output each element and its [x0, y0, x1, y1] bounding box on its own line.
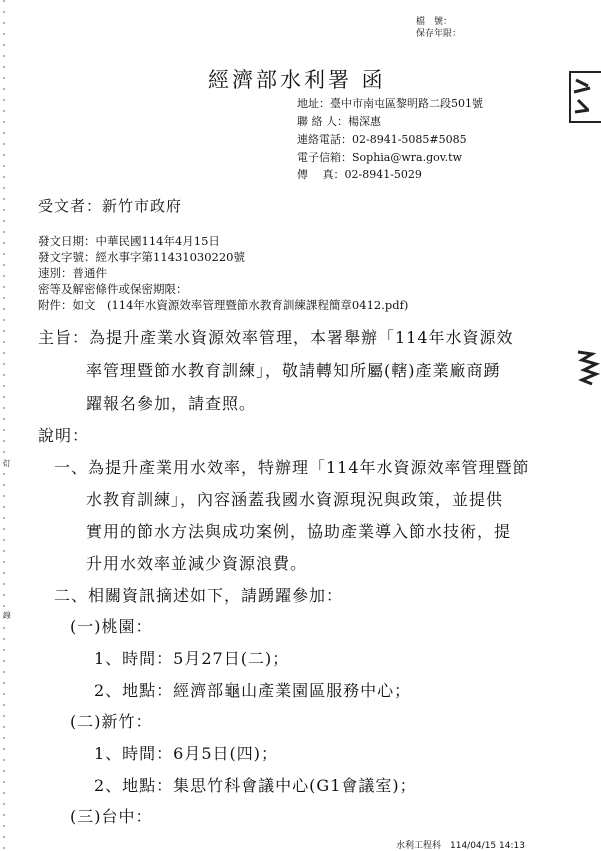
item-1-line-4: 升用水效率並減少資源浪費。 [86, 554, 308, 573]
subject-line-1: 主旨：為提升產業水資源效率管理，本署舉辦「114年水資源效 [38, 328, 514, 347]
subject-line-3: 躍報名參加，請查照。 [86, 394, 257, 413]
item-1-line-3: 實用的節水方法與成功案例，協助產業導入節水技術，提 [86, 522, 512, 541]
binding-mark-xian: 線 [3, 611, 11, 620]
document-number: 發文字號：經水事字第11431030220號 [38, 250, 245, 264]
footer-timestamp: 水利工程科 114/04/15 14:13 [396, 841, 525, 851]
item-1-line-1: 一、為提升產業用水效率，特辦理「114年水資源效率管理暨節 [54, 458, 530, 477]
contact-phone: 連絡電話：02-8941-5085#5085 [297, 133, 467, 146]
subject-line-2: 率管理暨節水教育訓練」，敬請轉知所屬(轄)產業廠商踴 [86, 361, 501, 380]
location-hsinchu: (二)新竹： [70, 712, 153, 731]
hsinchu-place: 2、地點：集思竹科會議中心(G1會議室)； [94, 776, 417, 795]
contact-email: 電子信箱：Sophia@wra.gov.tw [297, 151, 462, 164]
seal-stamp-top [566, 70, 601, 125]
delivery-speed: 速別：普通件 [38, 266, 107, 280]
attachment: 附件：如文 (114年水資源效率管理暨節水教育訓練課程簡章0412.pdf) [38, 298, 409, 312]
explanation-label: 說明： [38, 426, 90, 445]
item-2-line-1: 二、相關資訊摘述如下，請踴躍參加： [54, 586, 344, 605]
location-taoyuan: (一)桃園： [70, 617, 153, 636]
file-number-label: 檔 號： [416, 17, 453, 27]
secrecy-level: 密等及解密條件或保密期限： [38, 282, 188, 296]
document-title: 經濟部水利署 函 [208, 68, 386, 92]
binding-dotted-line [2, 0, 6, 849]
contact-fax: 傳 真：02-8941-5029 [297, 168, 422, 181]
taoyuan-place: 2、地點：經濟部龜山產業園區服務中心； [94, 681, 412, 700]
taoyuan-time: 1、時間：5月27日(二)； [94, 649, 290, 668]
hsinchu-time: 1、時間：6月5日(四)； [94, 744, 279, 763]
issue-date: 發文日期：中華民國114年4月15日 [38, 234, 220, 248]
binding-mark-ding: 訂 [3, 459, 11, 468]
contact-person: 聯 絡 人：楊深惠 [297, 115, 381, 128]
recipient: 受文者：新竹市政府 [38, 197, 183, 215]
retention-period-label: 保存年限： [416, 29, 462, 39]
item-1-line-2: 水教育訓練」，內容涵蓋我國水資源現況與政策，並提供 [86, 490, 504, 509]
location-taichung: (三)台中： [70, 807, 153, 826]
address: 地址：臺中市南屯區黎明路二段501號 [297, 97, 483, 110]
seal-stamp-middle [574, 346, 601, 390]
